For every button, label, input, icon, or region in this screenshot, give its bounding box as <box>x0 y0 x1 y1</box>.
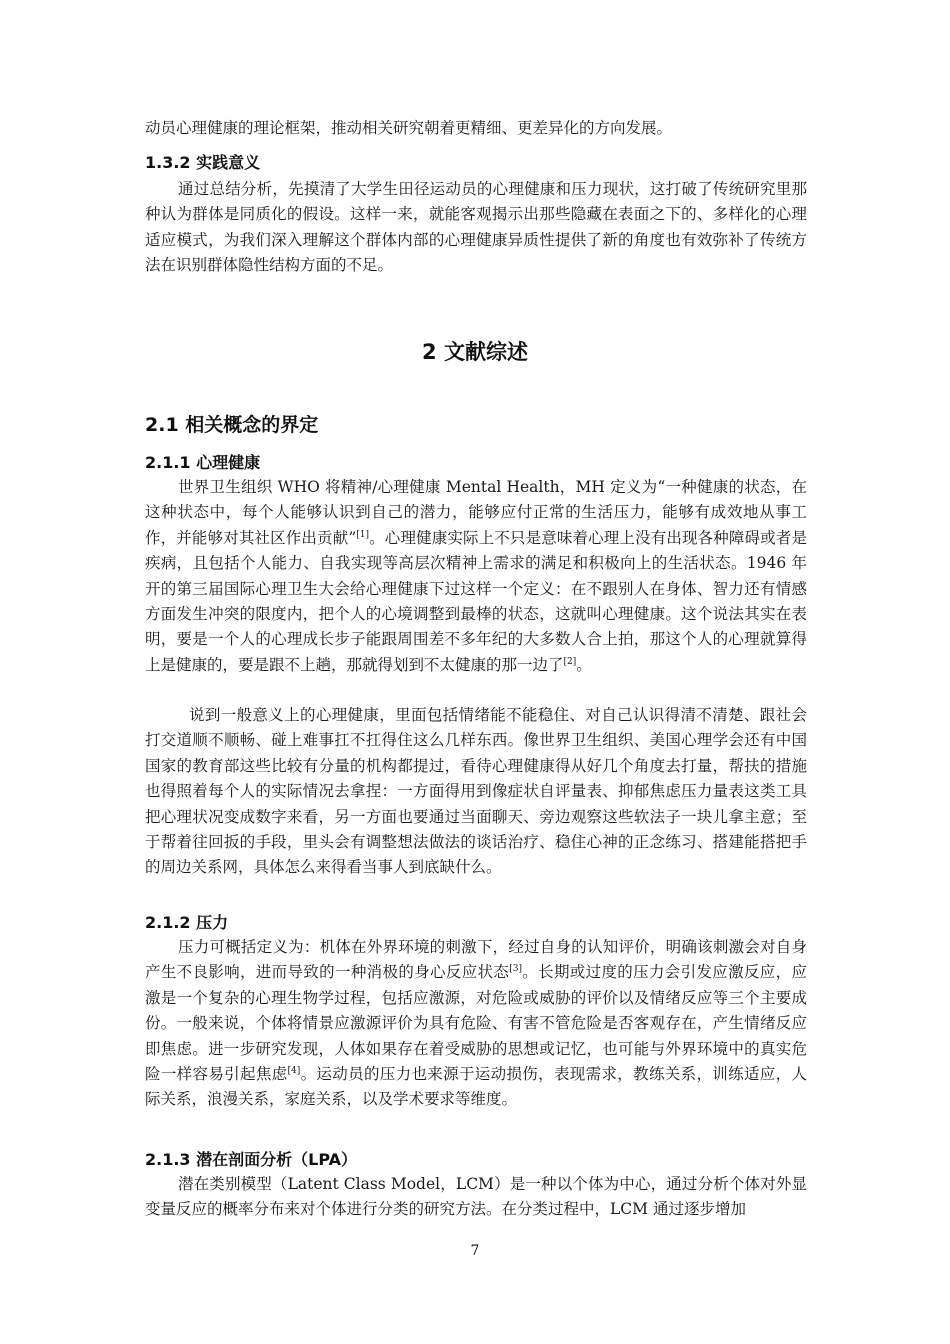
chapter-title: 2 文献综述 <box>422 340 528 364</box>
citation-3: [3] <box>509 964 522 975</box>
stress-text-a: 压力可概括定义为：机体在外界环境的刺激下，经过自身的认知评价，明确该刺激会对自身产生不良影响，进而导致的一种消极的身心反应状态 <box>145 938 807 982</box>
page-number: 7 <box>470 1243 480 1259</box>
citation-4: [4] <box>287 1065 301 1076</box>
continuation-paragraph: 动员心理健康的理论框架，推动相关研究朝着更精细、更差异化的方向发展。 <box>145 119 673 137</box>
section-heading-2-1-3: 2.1.3 潜在剖面分析（LPA） <box>145 1150 357 1169</box>
stress-text-b: 。长期或过度的压力会引发应激反应，应激是一个复杂的心理生物学过程，包括应激源，对危险或威胁的评价以及情绪反应等三个主要成份。一般来说，个体将情景应激源评价为具有危险、有害不管危险是否客观存在，产生情绪反应即焦虑。进一步研究发现，人体如果存在着受威胁的思想或记忆，也可能与外界环境中的真实危险一样容易引起焦虑 <box>145 963 807 1084</box>
lpa-paragraph: 潜在类别模型（Latent Class Model，LCM）是一种以个体为中心，通过分析个体对外显变量反应的概率分布来对个体进行分类的研究方法。在分类过程中，LCM 通过逐步增加 <box>145 1175 807 1219</box>
stress-text-c: 。运动员的压力也来源于运动损伤，表现需求，教练关系，训练适应，人际关系，浪漫关系，家庭关系，以及学术要求等维度。 <box>145 1065 807 1109</box>
mental-health-text-b: 。心理健康实际上不只是意味着心理上没有出现各种障碍或者是疾病，且包括个人能力、自我实现等高层次精神上需求的满足和积极向上的生活状态。1946 年开的第三届国际心理卫生大会给心理健康下过这样一个定义：在不跟别人在身体、智力还有情感方面发生冲突的限度内，把个人的心境调整到最棒的状态，这就叫心理健康。这个说法其实在表明，要是一个人的心理成长步子能跟周围差不多年纪的大多数人合上拍，那这个人的心理就算得上是健康的，要是跟不上趟，那就得划到不太健康的那一边了 <box>145 528 807 674</box>
mental-health-text-a: 世界卫生组织 WHO 将精神/心理健康 Mental Health，MH 定义为“一种健康的状态，在这种状态中，每个人能够认识到自己的潜力，能够应付正常的生活压力，能够有成效地从事工作，并能够对其社区作出贡献” <box>145 478 807 547</box>
section-heading-2-1-2: 2.1.2 压力 <box>145 913 229 932</box>
mental-health-paragraph-1 <box>145 475 807 678</box>
practical-significance-paragraph: 通过总结分析，先摸清了大学生田径运动员的心理健康和压力现状，这打破了传统研究里那种认为群体是同质化的假设。这样一来，就能客观揭示出那些隐藏在表面之下的、多样化的心理适应模式，为我们深入理解这个群体内部的心理健康异质性提供了新的角度也有效弥补了传统方法在识别群体隐性结构方面的不足。 <box>145 180 807 275</box>
citation-2: [2] <box>563 656 577 667</box>
mental-health-text-c: 。 <box>576 655 592 674</box>
section-heading-2-1: 2.1 相关概念的界定 <box>145 414 319 436</box>
stress-paragraph <box>145 935 807 1113</box>
mental-health-paragraph-2: 说到一般意义上的心理健康，里面包括情绪能不能稳住、对自己认识得清不清楚、跟社会打交道顺不顺畅、碰上难事扛不扛得住这么几样东西。像世界卫生组织、美国心理学会还有中国国家的教育部这些比较有分量的机构都提过，看待心理健康得从好几个角度去打量，帮扶的措施也得照着每个人的实际情况去拿捏：一方面得用到像症状自评量表、抑郁焦虑压力量表这类工具把心理状况变成数字来看，另一方面也要通过当面聊天、旁边观察这些软法子一块儿拿主意；至于帮着往回扳的手段，里头会有调整想法做法的谈话治疗、稳住心神的正念练习、搭建能搭把手的周边关系网，具体怎么来得看当事人到底缺什么。 <box>145 706 807 877</box>
section-heading-1-3-2: 1.3.2 实践意义 <box>145 153 261 172</box>
section-heading-2-1-1: 2.1.1 心理健康 <box>145 453 261 472</box>
citation-1: [1] <box>356 529 370 540</box>
